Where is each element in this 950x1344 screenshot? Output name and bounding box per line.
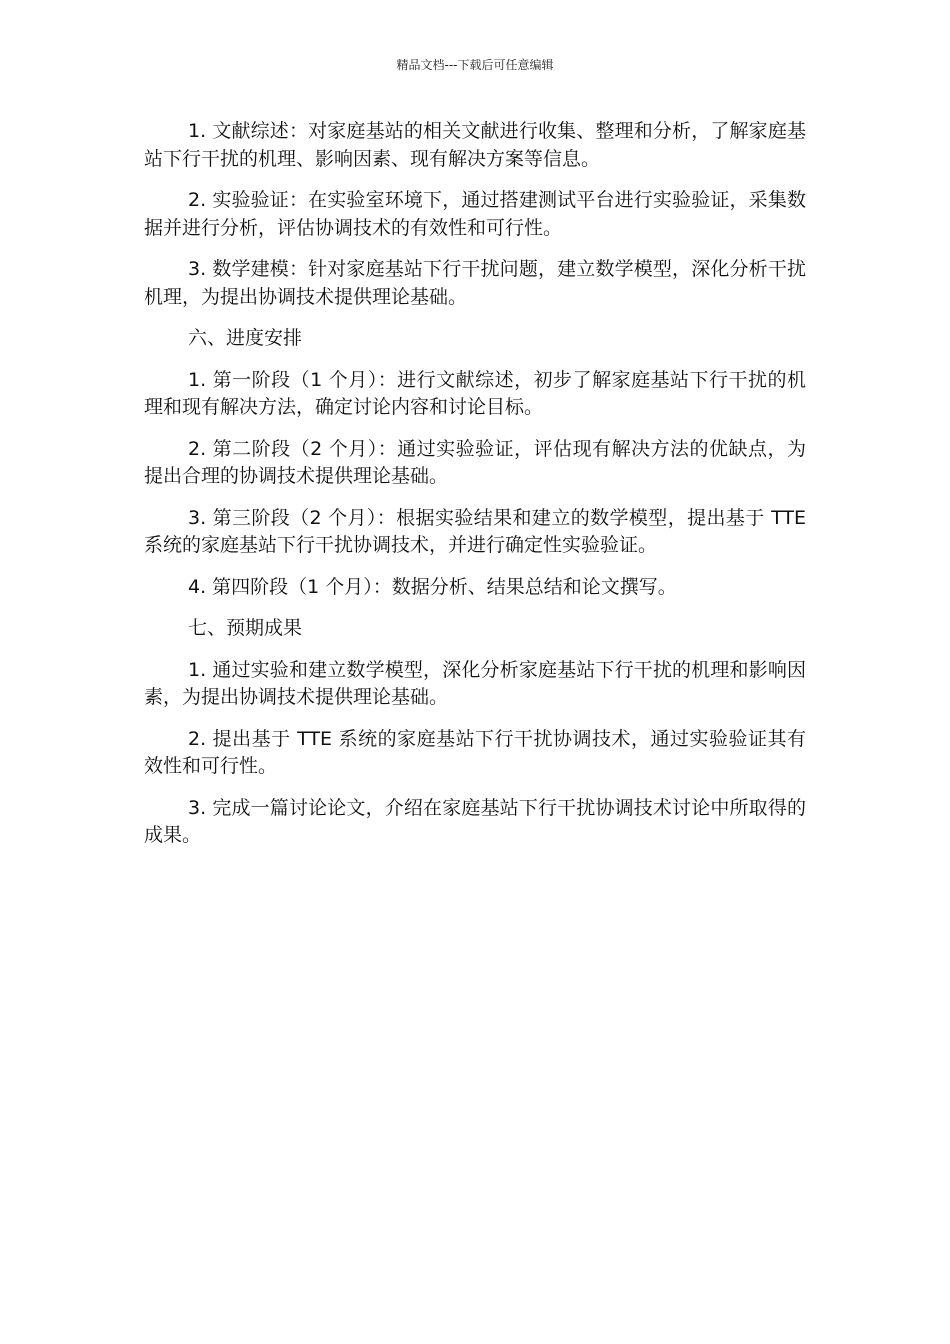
paragraph-schedule-phase-1: 1. 第一阶段（1 个月）：进行文献综述，初步了解家庭基站下行干扰的机理和现有解决方法，确定讨论内容和讨论目标。: [144, 368, 806, 418]
section-heading-expected-results: 七、预期成果: [188, 617, 303, 639]
paragraph-method-experiment: 2. 实验验证：在实验室环境下，通过搭建测试平台进行实验验证，采集数据并进行分析，评估协调技术的有效性和可行性。: [144, 189, 806, 239]
paragraph-schedule-phase-3: 3. 第三阶段（2 个月）：根据实验结果和建立的数学模型，提出基于 TTE 系统的家庭基站下行干扰协调技术，并进行确定性实验验证。: [144, 506, 806, 556]
paragraph-result-3: 3. 完成一篇讨论论文，介绍在家庭基站下行干扰协调技术讨论中所取得的成果。: [144, 796, 806, 846]
document-body: [144, 118, 806, 864]
paragraph-method-literature-review: 1. 文献综述：对家庭基站的相关文献进行收集、整理和分析，了解家庭基站下行干扰的机理、影响因素、现有解决方案等信息。: [144, 120, 806, 170]
page-header: 精品文档---下载后可任意编辑: [396, 58, 554, 72]
section-heading-schedule: 六、进度安排: [188, 327, 303, 349]
paragraph-result-1: 1. 通过实验和建立数学模型，深化分析家庭基站下行干扰的机理和影响因素，为提出协调技术提供理论基础。: [144, 658, 806, 708]
paragraph-schedule-phase-2: 2. 第二阶段（2 个月）：通过实验验证，评估现有解决方法的优缺点，为提出合理的协调技术提供理论基础。: [144, 437, 806, 487]
paragraph-schedule-phase-4: 4. 第四阶段（1 个月）：数据分析、结果总结和论文撰写。: [188, 575, 677, 598]
paragraph-method-modeling: 3. 数学建模：针对家庭基站下行干扰问题，建立数学模型，深化分析干扰机理，为提出协调技术提供理论基础。: [144, 258, 806, 308]
paragraph-result-2: 2. 提出基于 TTE 系统的家庭基站下行干扰协调技术，通过实验验证其有效性和可行性。: [144, 727, 806, 777]
